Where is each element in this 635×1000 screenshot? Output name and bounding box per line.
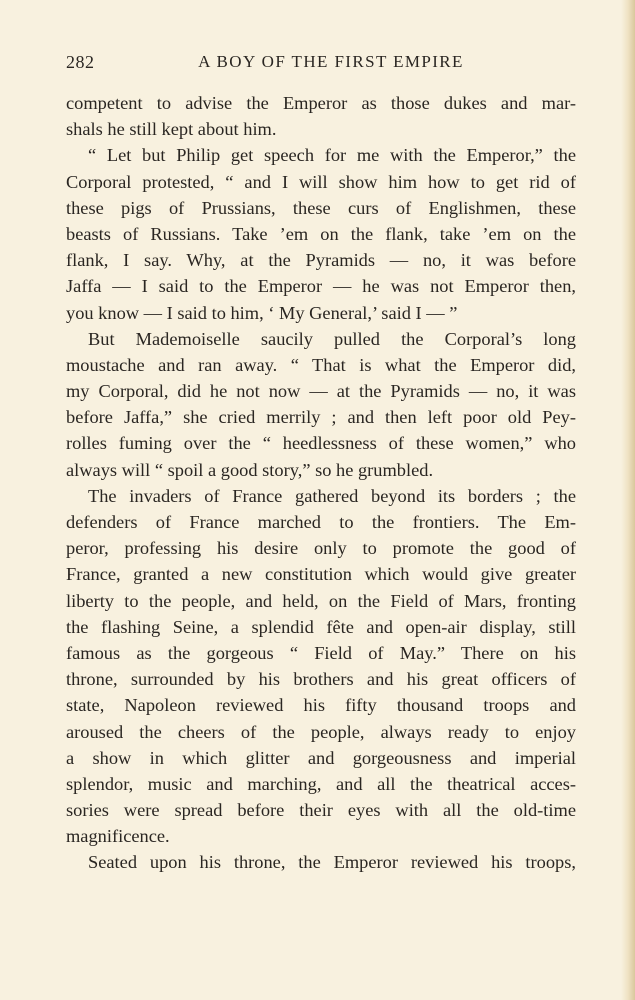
text-line: Corporal protested, “ and I will show him how to get rid of: [66, 171, 576, 192]
text-line: But Mademoiselle saucily pulled the Corporal’s long: [88, 328, 576, 349]
page-edge: [621, 0, 635, 1000]
text-line: defenders of France marched to the frontiers. The Em-: [66, 512, 576, 532]
text-line: Seated upon his throne, the Emperor reviewed his troops,: [88, 852, 576, 873]
page-number: 282: [66, 52, 95, 72]
text-line: “ Let but Philip get speech for me with the Emperor,” the: [88, 145, 576, 166]
text-line: moustache and ran away. “ That is what the Emperor did,: [66, 354, 576, 375]
text-line: France, granted a new constitution which would give greater: [66, 564, 576, 585]
text-line: magnificence.: [66, 826, 170, 847]
text-line: you know — I said to him, ‘ My General,’ said I — ”: [66, 302, 458, 323]
text-line: aroused the cheers of the people, always ready to enjoy: [66, 721, 576, 742]
text-line: before Jaffa,” she cried merrily ; and then left poor old Pey-: [66, 407, 576, 428]
text-line: state, Napoleon reviewed his fifty thousand troops and: [66, 695, 576, 716]
text-line: peror, professing his desire only to promote the good of: [66, 538, 576, 559]
text-line: shals he still kept about him.: [66, 119, 277, 140]
text-line: beasts of Russians. Take ’em on the flank, take ’em on the: [66, 223, 576, 244]
text-line: a show in which glitter and gorgeousness and imperial: [66, 747, 576, 768]
text-line: famous as the gorgeous “ Field of May.” There on his: [66, 642, 576, 663]
text-line: Jaffa — I said to the Emperor — he was not Emperor then,: [66, 276, 576, 297]
text-line: always will “ spoil a good story,” so he grumbled.: [66, 459, 434, 480]
text-line: competent to advise the Emperor as those dukes and mar-: [66, 93, 576, 113]
text-line: the flashing Seine, a splendid fête and open-air display, still: [66, 616, 576, 637]
body-text: [66, 90, 576, 876]
text-line: flank, I say. Why, at the Pyramids — no, it was before: [66, 250, 576, 271]
text-line: these pigs of Prussians, these curs of Englishmen, these: [66, 197, 576, 218]
page-header: [66, 52, 576, 76]
text-line: throne, surrounded by his brothers and his great officers of: [66, 669, 576, 690]
text-line: The invaders of France gathered beyond its borders ; the: [88, 485, 576, 506]
running-title: A BOY OF THE FIRST EMPIRE: [198, 52, 464, 71]
text-line: liberty to the people, and held, on the Field of Mars, fronting: [66, 590, 576, 611]
text-line: sories were spread before their eyes with all the old-time: [66, 800, 576, 821]
text-line: my Corporal, did he not now — at the Pyramids — no, it was: [66, 381, 576, 402]
text-line: rolles fuming over the “ heedlessness of these women,” who: [66, 433, 576, 454]
text-line: splendor, music and marching, and all the theatrical acces-: [66, 773, 576, 794]
